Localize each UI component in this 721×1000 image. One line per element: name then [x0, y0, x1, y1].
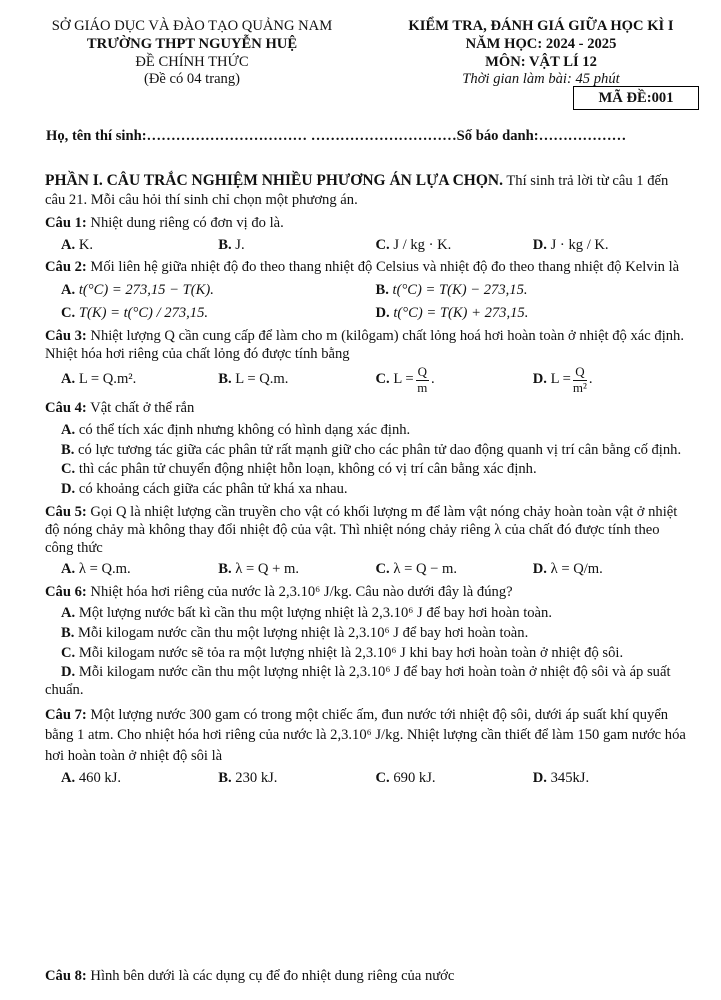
option-c: C. L = $\frac{Q}{m}$ .	[375, 364, 435, 395]
question-2	[45, 259, 690, 277]
exam-body	[45, 172, 690, 788]
option-text: 460 kJ.	[78, 770, 122, 787]
option-text: λ = Q + m.	[235, 561, 299, 578]
denominator: m²	[572, 379, 587, 395]
question-label: Câu 1:	[45, 214, 87, 231]
fraction	[573, 365, 587, 395]
option-text: K.	[78, 236, 94, 253]
option-d	[533, 770, 690, 788]
option-letter: A.	[61, 561, 76, 578]
option-letter: B.	[375, 282, 389, 299]
option-text: có thể tích xác định nhưng không có hình dạng xác định.	[78, 421, 411, 438]
option-letter: D.	[61, 664, 76, 681]
option-letter: A.	[61, 770, 76, 787]
numerator: Q	[417, 364, 428, 380]
option-text: 230 kJ.	[235, 770, 278, 787]
question-6	[45, 584, 690, 602]
option-letter: C.	[375, 371, 390, 388]
question-label: Câu 5:	[45, 503, 87, 520]
option-text: có khoảng cách giữa các phân tử khá xa nhau.	[78, 481, 348, 498]
option-b	[45, 625, 690, 643]
option-letter: B.	[218, 770, 232, 787]
question-text: Nhiệt hóa hơi riêng của nước là 2,3.10⁶ J/kg. Câu nào dưới đây là đúng?	[86, 584, 513, 601]
option-d	[533, 561, 690, 579]
numerator: Q	[575, 364, 585, 380]
option-letter: D.	[532, 371, 547, 388]
question-label: Câu 4:	[45, 399, 87, 416]
option-text: λ = Q − m.	[393, 561, 458, 578]
option-text: thì các phân tử chuyển động nhiệt hỗn loạn, không có vị trí cân bằng xác định.	[78, 461, 537, 478]
section-title: PHẦN I. CÂU TRẮC NGHIỆM NHIỀU PHƯƠNG ÁN LỰA CHỌN.	[45, 172, 503, 189]
option-text: t(°C) = T(K) + 273,15.	[393, 305, 529, 321]
option-c	[376, 770, 533, 788]
option-text: t(°C) = 273,15 − T(K).	[78, 282, 214, 299]
question-3-options	[45, 365, 690, 395]
option-text: Một lượng nước bất kì cần thu một lượng nhiệt là 2,3.10⁶ J để bay hơi hoàn toàn.	[78, 604, 552, 621]
question-label: Câu 6:	[45, 584, 87, 601]
option-a	[45, 605, 690, 623]
student-info-row	[46, 128, 696, 146]
option-text: L = Q.m.	[235, 371, 289, 388]
option-text: λ = Q.m.	[78, 561, 131, 578]
option-letter: B.	[218, 561, 232, 578]
option-d: D. L = $\frac{Q}{\text{m²}}$ .	[532, 364, 593, 395]
question-5	[45, 504, 690, 557]
option-a	[61, 561, 218, 579]
option-b	[218, 371, 375, 389]
option-letter: B.	[218, 371, 232, 388]
formula-lhs: L =	[393, 371, 414, 388]
question-3	[45, 328, 690, 364]
option-b	[218, 770, 375, 788]
option-letter: C.	[375, 561, 390, 578]
option-letter: C.	[375, 770, 390, 787]
option-letter: D.	[375, 305, 390, 321]
option-a	[45, 422, 690, 440]
formula-lhs: L =	[550, 371, 571, 388]
option-c	[45, 645, 690, 663]
section-heading	[45, 172, 690, 210]
fraction	[416, 365, 429, 395]
option-letter: B.	[61, 624, 75, 641]
option-text: Mỗi kilogam nước cần thu một lượng nhiệt là 2,3.10⁶ J để bay hơi hoàn toàn.	[78, 624, 529, 641]
option-letter: C.	[61, 644, 76, 661]
option-d	[376, 305, 691, 323]
official-label: ĐỀ CHÍNH THỨC	[135, 53, 249, 70]
question-label: Câu 3:	[45, 327, 87, 344]
option-letter: D.	[532, 236, 547, 253]
option-text: Mỗi kilogam nước cần thu một lượng nhiệt là 2,3.10⁶ J để bay hơi hoàn toàn ở nhiệt độ sôi và áp suất chuẩn.	[45, 664, 671, 699]
question-label: Câu 2:	[45, 259, 87, 276]
option-a	[61, 770, 218, 788]
option-c	[61, 305, 376, 323]
option-text: có lực tương tác giữa các phân tử rất mạnh giữ cho các phân tử dao động quanh vị trí cân bằng cố định.	[78, 441, 682, 458]
option-text: Mỗi kilogam nước sẽ tỏa ra một lượng nhiệt là 2,3.10⁶ J khi bay hơi hoàn toàn ở nhiệt độ sôi.	[78, 644, 624, 661]
header-left	[32, 18, 352, 89]
option-d	[45, 664, 690, 700]
option-a	[61, 237, 218, 255]
option-letter: A.	[61, 371, 76, 388]
page-count: (Đề có 04 trang)	[143, 71, 241, 88]
question-2-options-row-2	[45, 305, 690, 323]
school-year: NĂM HỌC: 2024 - 2025	[465, 35, 617, 52]
department-name: SỞ GIÁO DỤC VÀ ĐÀO TẠO QUẢNG NAM	[51, 18, 333, 34]
option-text: t(°C) = T(K) − 273,15.	[392, 282, 528, 299]
question-text: Vật chất ở thể rắn	[86, 399, 195, 416]
question-label: Câu 7:	[45, 706, 87, 723]
option-letter: D.	[61, 481, 76, 498]
option-c	[45, 461, 690, 479]
option-letter: A.	[61, 282, 76, 299]
option-letter: C.	[61, 305, 76, 321]
option-text: J · kg / K.	[550, 236, 609, 253]
denominator: m	[417, 379, 428, 395]
question-1-options	[45, 237, 690, 255]
section-instruction: Thí sinh trả lời từ câu 1 đến câu 21. Mỗi câu hỏi thí sinh chỉ chọn một phương án.	[45, 173, 669, 208]
question-text: Nhiệt dung riêng có đơn vị đo là.	[86, 214, 284, 231]
option-letter: D.	[532, 561, 547, 578]
option-text: λ = Q/m.	[550, 561, 603, 578]
option-letter: A.	[61, 604, 76, 621]
question-text: Gọi Q là nhiệt lượng cần truyền cho vật có khối lượng m để làm vật nóng chảy hoàn toàn vật ở nhiệt độ nóng chảy mà không thay đổi nhiệt độ của vật. Thì nhiệt nóng chảy riêng λ của chất đó được tính theo công thức	[45, 503, 678, 556]
option-letter: A.	[61, 421, 76, 438]
question-text: Hình bên dưới là các dụng cụ để đo nhiệt dung riêng của nước	[86, 968, 455, 984]
option-text: 690 kJ.	[393, 770, 436, 787]
question-text: Mối liên hệ giữa nhiệt độ đo theo thang nhiệt độ Celsius và nhiệt độ đo theo thang nhiệt độ Kelvin là	[86, 259, 680, 276]
time-limit: Thời gian làm bài: 45 phút	[462, 71, 620, 88]
option-text: T(K) = t(°C) / 273,15.	[78, 305, 209, 321]
school-name: TRƯỜNG THPT NGUYỄN HUỆ	[86, 35, 298, 52]
option-c	[376, 237, 533, 255]
student-name-label: Họ, tên thí sinh:…………………………… …………………………	[46, 128, 457, 144]
option-text: J / kg · K.	[393, 236, 452, 253]
option-letter: D.	[532, 770, 547, 787]
question-1	[45, 215, 690, 233]
option-b	[218, 237, 375, 255]
option-letter: B.	[218, 236, 232, 253]
question-2-options-row-1	[45, 282, 690, 300]
question-7	[45, 705, 690, 766]
question-8	[45, 968, 690, 986]
option-text: L = Q.m².	[78, 371, 137, 388]
question-text: Nhiệt lượng Q cần cung cấp để làm cho m (kilôgam) chất lỏng hoá hơi hoàn toàn ở nhiệt độ xác định. Nhiệt hóa hơi riêng của chất lỏng đó được tính bằng	[45, 327, 684, 362]
option-text: J.	[235, 236, 245, 253]
question-5-options	[45, 561, 690, 579]
question-7-options	[45, 770, 690, 788]
exam-title: KIỂM TRA, ĐÁNH GIÁ GIỮA HỌC KÌ I	[408, 18, 674, 34]
option-letter: A.	[61, 236, 76, 253]
option-letter: C.	[61, 461, 76, 478]
subject: MÔN: VẬT LÍ 12	[485, 53, 597, 70]
student-id-label: Số báo danh:………………	[456, 128, 627, 144]
header-right	[386, 18, 696, 89]
exam-code-box: MÃ ĐỀ:001	[573, 86, 699, 110]
option-b	[218, 561, 375, 579]
question-label: Câu 8:	[45, 968, 87, 984]
option-letter: C.	[375, 236, 390, 253]
option-c	[376, 561, 533, 579]
question-4	[45, 400, 690, 418]
option-b	[45, 442, 690, 460]
option-b	[376, 282, 691, 300]
exam-header	[0, 18, 721, 128]
option-d	[533, 237, 690, 255]
question-text: Một lượng nước 300 gam có trong một chiếc ấm, đun nước tới nhiệt độ sôi, dưới áp suất khí quyển bằng 1 atm. Cho nhiệt hóa hơi riêng của nước là 2,3.10⁶ J/kg. Nhiệt lượng cần thiết để làm 150 gam nước hóa hơi hoàn toàn ở nhiệt độ sôi là	[45, 706, 686, 764]
option-text: 345kJ.	[550, 770, 590, 787]
option-d	[45, 481, 690, 499]
option-letter: B.	[61, 441, 75, 458]
option-a	[61, 371, 218, 389]
option-a	[61, 282, 376, 300]
